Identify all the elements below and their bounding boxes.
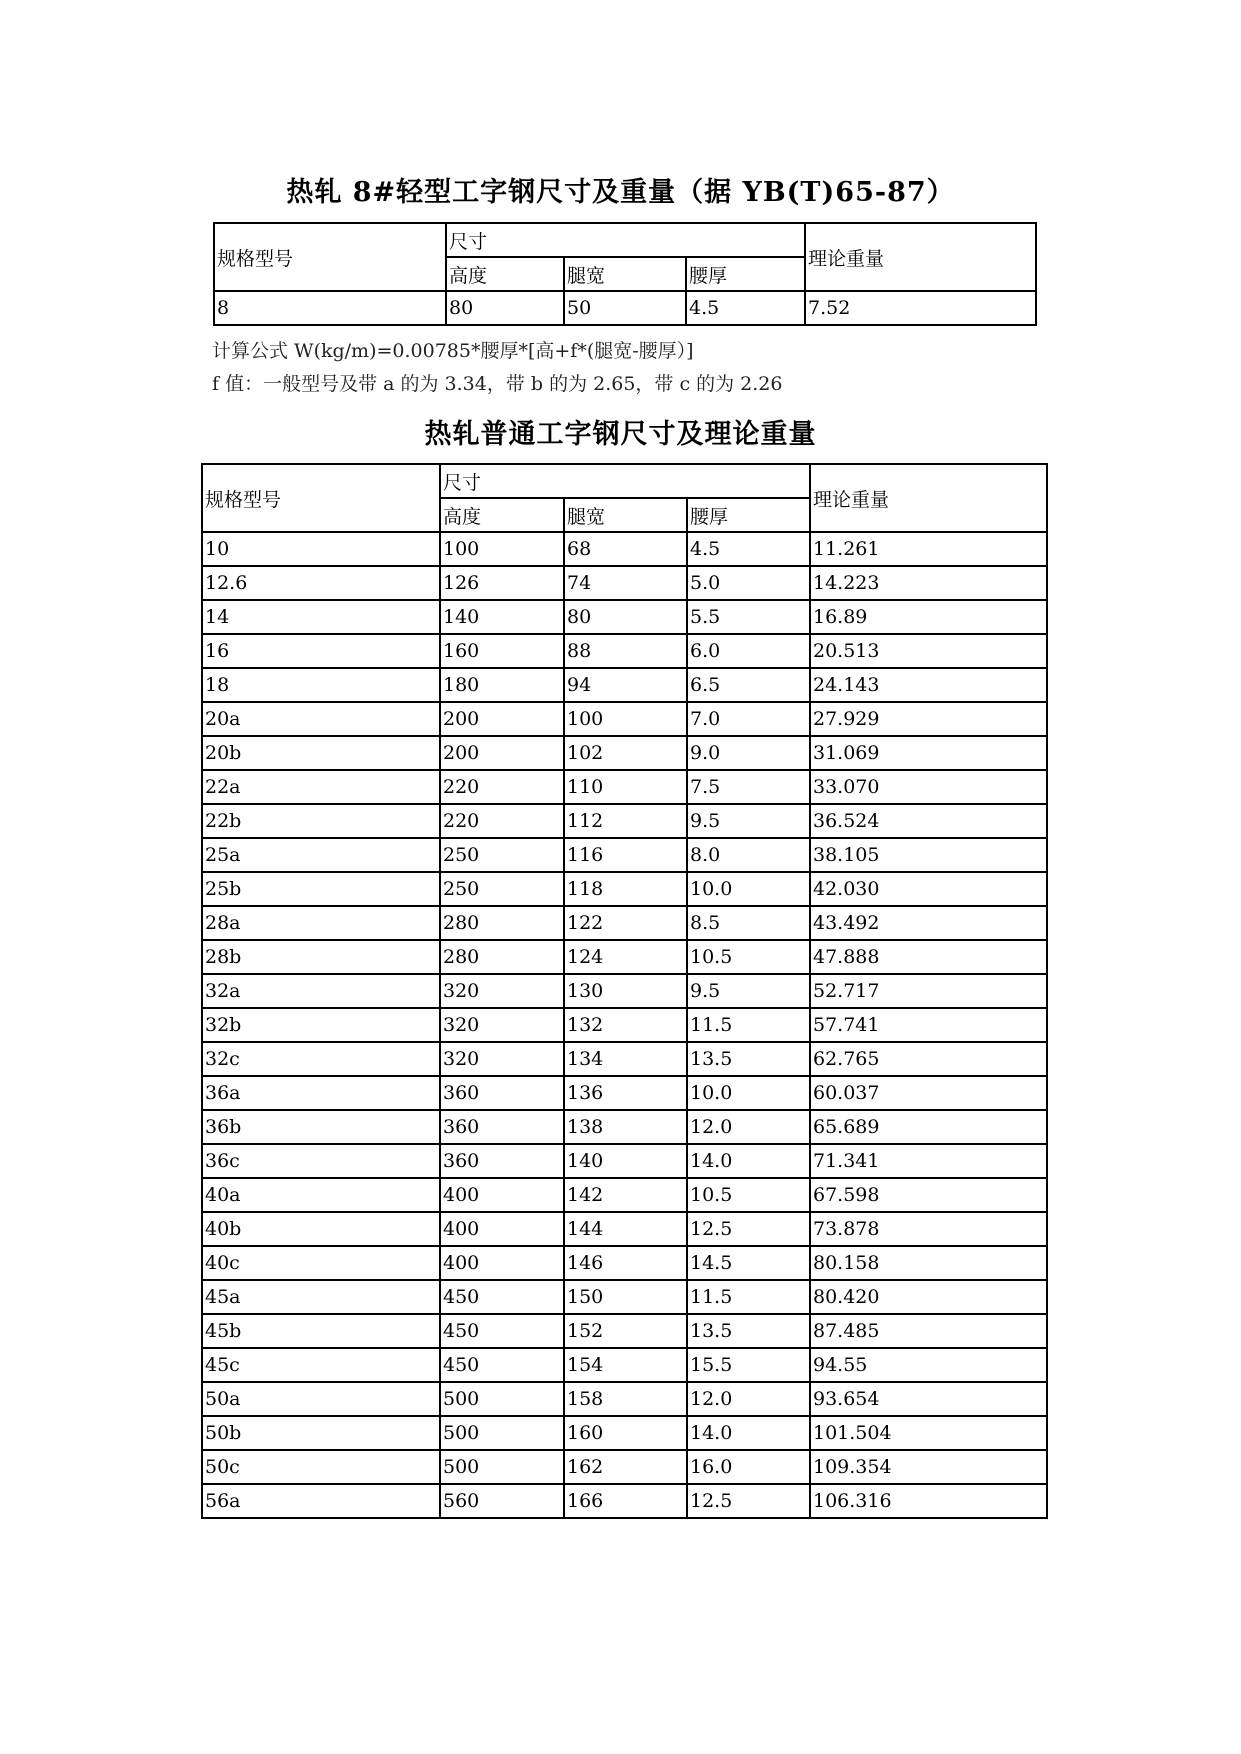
leg-width-cell: 132 bbox=[564, 1008, 687, 1042]
height-cell: 126 bbox=[440, 566, 564, 600]
leg-width-cell: 136 bbox=[564, 1076, 687, 1110]
weight-cell: 14.223 bbox=[810, 566, 1047, 600]
table-row bbox=[202, 702, 1047, 736]
spec-cell: 25b bbox=[202, 872, 440, 906]
table-row bbox=[202, 838, 1047, 872]
header-web-thickness: 腰厚 bbox=[686, 257, 805, 291]
spec-cell: 28b bbox=[202, 940, 440, 974]
height-cell: 250 bbox=[440, 838, 564, 872]
header-spec: 规格型号 bbox=[202, 464, 440, 532]
table-row bbox=[202, 668, 1047, 702]
table-row bbox=[202, 1416, 1047, 1450]
spec-cell: 22b bbox=[202, 804, 440, 838]
height-cell: 100 bbox=[440, 532, 564, 566]
web-thickness-cell: 15.5 bbox=[687, 1348, 810, 1382]
table-row bbox=[202, 1348, 1047, 1382]
table-row bbox=[202, 1110, 1047, 1144]
spec-cell: 40c bbox=[202, 1246, 440, 1280]
web-thickness-cell: 14.0 bbox=[687, 1144, 810, 1178]
leg-width-cell: 116 bbox=[564, 838, 687, 872]
leg-width-cell: 134 bbox=[564, 1042, 687, 1076]
weight-cell: 27.929 bbox=[810, 702, 1047, 736]
weight-cell: 7.52 bbox=[805, 291, 1036, 325]
spec-cell: 12.6 bbox=[202, 566, 440, 600]
spec-cell: 28a bbox=[202, 906, 440, 940]
header-height: 高度 bbox=[440, 498, 564, 532]
height-cell: 360 bbox=[440, 1144, 564, 1178]
height-cell: 400 bbox=[440, 1212, 564, 1246]
web-thickness-cell: 12.5 bbox=[687, 1212, 810, 1246]
weight-cell: 57.741 bbox=[810, 1008, 1047, 1042]
height-cell: 80 bbox=[446, 291, 564, 325]
web-thickness-cell: 5.5 bbox=[687, 600, 810, 634]
spec-cell: 40a bbox=[202, 1178, 440, 1212]
height-cell: 320 bbox=[440, 974, 564, 1008]
leg-width-cell: 152 bbox=[564, 1314, 687, 1348]
height-cell: 280 bbox=[440, 906, 564, 940]
table-row bbox=[214, 291, 1036, 325]
leg-width-cell: 80 bbox=[564, 600, 687, 634]
weight-cell: 31.069 bbox=[810, 736, 1047, 770]
weight-cell: 62.765 bbox=[810, 1042, 1047, 1076]
table-row bbox=[202, 1450, 1047, 1484]
spec-cell: 32c bbox=[202, 1042, 440, 1076]
leg-width-cell: 88 bbox=[564, 634, 687, 668]
light-ibeam-table bbox=[213, 222, 1037, 326]
web-thickness-cell: 4.5 bbox=[687, 532, 810, 566]
weight-cell: 67.598 bbox=[810, 1178, 1047, 1212]
spec-cell: 20a bbox=[202, 702, 440, 736]
spec-cell: 40b bbox=[202, 1212, 440, 1246]
web-thickness-cell: 16.0 bbox=[687, 1450, 810, 1484]
weight-cell: 36.524 bbox=[810, 804, 1047, 838]
web-thickness-cell: 11.5 bbox=[687, 1008, 810, 1042]
weight-cell: 33.070 bbox=[810, 770, 1047, 804]
web-thickness-cell: 6.5 bbox=[687, 668, 810, 702]
weight-cell: 73.878 bbox=[810, 1212, 1047, 1246]
spec-cell: 8 bbox=[214, 291, 446, 325]
spec-cell: 32a bbox=[202, 974, 440, 1008]
height-cell: 200 bbox=[440, 702, 564, 736]
spec-cell: 10 bbox=[202, 532, 440, 566]
weight-cell: 94.55 bbox=[810, 1348, 1047, 1382]
web-thickness-cell: 7.0 bbox=[687, 702, 810, 736]
spec-cell: 45c bbox=[202, 1348, 440, 1382]
spec-cell: 36b bbox=[202, 1110, 440, 1144]
height-cell: 280 bbox=[440, 940, 564, 974]
height-cell: 220 bbox=[440, 770, 564, 804]
leg-width-cell: 122 bbox=[564, 906, 687, 940]
spec-cell: 36c bbox=[202, 1144, 440, 1178]
table-row bbox=[202, 600, 1047, 634]
spec-cell: 32b bbox=[202, 1008, 440, 1042]
web-thickness-cell: 12.5 bbox=[687, 1484, 810, 1518]
table-row bbox=[202, 940, 1047, 974]
header-leg-width: 腿宽 bbox=[564, 498, 687, 532]
spec-cell: 56a bbox=[202, 1484, 440, 1518]
header-leg-width: 腿宽 bbox=[564, 257, 686, 291]
spec-cell: 22a bbox=[202, 770, 440, 804]
leg-width-cell: 94 bbox=[564, 668, 687, 702]
spec-cell: 16 bbox=[202, 634, 440, 668]
table-row bbox=[202, 906, 1047, 940]
header-weight: 理论重量 bbox=[810, 464, 1047, 532]
spec-cell: 45a bbox=[202, 1280, 440, 1314]
weight-cell: 80.420 bbox=[810, 1280, 1047, 1314]
height-cell: 320 bbox=[440, 1008, 564, 1042]
table-row bbox=[202, 872, 1047, 906]
header-spec: 规格型号 bbox=[214, 223, 446, 291]
spec-cell: 50b bbox=[202, 1416, 440, 1450]
web-thickness-cell: 13.5 bbox=[687, 1042, 810, 1076]
weight-cell: 38.105 bbox=[810, 838, 1047, 872]
weight-cell: 47.888 bbox=[810, 940, 1047, 974]
spec-cell: 14 bbox=[202, 600, 440, 634]
header-height: 高度 bbox=[446, 257, 564, 291]
leg-width-cell: 124 bbox=[564, 940, 687, 974]
leg-width-cell: 146 bbox=[564, 1246, 687, 1280]
height-cell: 500 bbox=[440, 1450, 564, 1484]
height-cell: 450 bbox=[440, 1280, 564, 1314]
height-cell: 200 bbox=[440, 736, 564, 770]
standard-ibeam-table bbox=[201, 463, 1048, 1519]
web-thickness-cell: 7.5 bbox=[687, 770, 810, 804]
table-row bbox=[202, 1484, 1047, 1518]
f-value-note: f 值：一般型号及带 a 的为 3.34，带 b 的为 2.65，带 c 的为 2.26 bbox=[212, 373, 783, 395]
height-cell: 250 bbox=[440, 872, 564, 906]
web-thickness-cell: 10.5 bbox=[687, 1178, 810, 1212]
table-row bbox=[202, 1178, 1047, 1212]
leg-width-cell: 102 bbox=[564, 736, 687, 770]
height-cell: 500 bbox=[440, 1382, 564, 1416]
table-row bbox=[202, 1314, 1047, 1348]
leg-width-cell: 142 bbox=[564, 1178, 687, 1212]
weight-cell: 93.654 bbox=[810, 1382, 1047, 1416]
web-thickness-cell: 6.0 bbox=[687, 634, 810, 668]
leg-width-cell: 150 bbox=[564, 1280, 687, 1314]
web-thickness-cell: 10.5 bbox=[687, 940, 810, 974]
leg-width-cell: 140 bbox=[564, 1144, 687, 1178]
web-thickness-cell: 10.0 bbox=[687, 1076, 810, 1110]
table-row bbox=[202, 1008, 1047, 1042]
web-thickness-cell: 4.5 bbox=[686, 291, 805, 325]
web-thickness-cell: 8.0 bbox=[687, 838, 810, 872]
table-row bbox=[202, 736, 1047, 770]
table-row bbox=[202, 1076, 1047, 1110]
web-thickness-cell: 14.5 bbox=[687, 1246, 810, 1280]
leg-width-cell: 110 bbox=[564, 770, 687, 804]
web-thickness-cell: 12.0 bbox=[687, 1382, 810, 1416]
leg-width-cell: 154 bbox=[564, 1348, 687, 1382]
table-row bbox=[202, 566, 1047, 600]
weight-cell: 87.485 bbox=[810, 1314, 1047, 1348]
spec-cell: 50c bbox=[202, 1450, 440, 1484]
height-cell: 360 bbox=[440, 1076, 564, 1110]
spec-cell: 50a bbox=[202, 1382, 440, 1416]
table-row bbox=[202, 1382, 1047, 1416]
height-cell: 160 bbox=[440, 634, 564, 668]
height-cell: 500 bbox=[440, 1416, 564, 1450]
table-row bbox=[202, 1042, 1047, 1076]
header-weight: 理论重量 bbox=[805, 223, 1036, 291]
height-cell: 220 bbox=[440, 804, 564, 838]
leg-width-cell: 160 bbox=[564, 1416, 687, 1450]
table-row bbox=[202, 770, 1047, 804]
height-cell: 180 bbox=[440, 668, 564, 702]
weight-cell: 65.689 bbox=[810, 1110, 1047, 1144]
web-thickness-cell: 9.0 bbox=[687, 736, 810, 770]
web-thickness-cell: 14.0 bbox=[687, 1416, 810, 1450]
spec-cell: 25a bbox=[202, 838, 440, 872]
leg-width-cell: 162 bbox=[564, 1450, 687, 1484]
height-cell: 450 bbox=[440, 1348, 564, 1382]
weight-cell: 101.504 bbox=[810, 1416, 1047, 1450]
height-cell: 560 bbox=[440, 1484, 564, 1518]
leg-width-cell: 166 bbox=[564, 1484, 687, 1518]
web-thickness-cell: 9.5 bbox=[687, 804, 810, 838]
leg-width-cell: 68 bbox=[564, 532, 687, 566]
web-thickness-cell: 8.5 bbox=[687, 906, 810, 940]
weight-cell: 24.143 bbox=[810, 668, 1047, 702]
weight-cell: 42.030 bbox=[810, 872, 1047, 906]
weight-cell: 52.717 bbox=[810, 974, 1047, 1008]
table-row bbox=[202, 1212, 1047, 1246]
table-row bbox=[202, 1144, 1047, 1178]
weight-cell: 71.341 bbox=[810, 1144, 1047, 1178]
leg-width-cell: 50 bbox=[564, 291, 686, 325]
page-title-standard-ibeam: 热轧普通工字钢尺寸及理论重量 bbox=[424, 419, 817, 450]
web-thickness-cell: 12.0 bbox=[687, 1110, 810, 1144]
weight-cell: 60.037 bbox=[810, 1076, 1047, 1110]
leg-width-cell: 130 bbox=[564, 974, 687, 1008]
height-cell: 400 bbox=[440, 1178, 564, 1212]
weight-cell: 43.492 bbox=[810, 906, 1047, 940]
height-cell: 360 bbox=[440, 1110, 564, 1144]
leg-width-cell: 100 bbox=[564, 702, 687, 736]
spec-cell: 36a bbox=[202, 1076, 440, 1110]
table-row bbox=[202, 634, 1047, 668]
height-cell: 450 bbox=[440, 1314, 564, 1348]
spec-cell: 45b bbox=[202, 1314, 440, 1348]
header-web-thickness: 腰厚 bbox=[687, 498, 810, 532]
table-row bbox=[202, 1280, 1047, 1314]
leg-width-cell: 112 bbox=[564, 804, 687, 838]
weight-cell: 109.354 bbox=[810, 1450, 1047, 1484]
web-thickness-cell: 13.5 bbox=[687, 1314, 810, 1348]
spec-cell: 20b bbox=[202, 736, 440, 770]
height-cell: 140 bbox=[440, 600, 564, 634]
table-row bbox=[202, 532, 1047, 566]
weight-cell: 80.158 bbox=[810, 1246, 1047, 1280]
height-cell: 320 bbox=[440, 1042, 564, 1076]
leg-width-cell: 144 bbox=[564, 1212, 687, 1246]
height-cell: 400 bbox=[440, 1246, 564, 1280]
weight-cell: 11.261 bbox=[810, 532, 1047, 566]
header-size: 尺寸 bbox=[440, 464, 810, 498]
header-size: 尺寸 bbox=[446, 223, 805, 257]
web-thickness-cell: 5.0 bbox=[687, 566, 810, 600]
weight-formula: 计算公式 W(kg/m)=0.00785*腰厚*[高+f*(腿宽-腰厚）] bbox=[212, 340, 694, 362]
leg-width-cell: 118 bbox=[564, 872, 687, 906]
leg-width-cell: 138 bbox=[564, 1110, 687, 1144]
leg-width-cell: 74 bbox=[564, 566, 687, 600]
table-row bbox=[202, 974, 1047, 1008]
leg-width-cell: 158 bbox=[564, 1382, 687, 1416]
web-thickness-cell: 9.5 bbox=[687, 974, 810, 1008]
spec-cell: 18 bbox=[202, 668, 440, 702]
web-thickness-cell: 10.0 bbox=[687, 872, 810, 906]
web-thickness-cell: 11.5 bbox=[687, 1280, 810, 1314]
page-title-light-ibeam: 热轧 8#轻型工字钢尺寸及重量（据 YB(T)65-87） bbox=[286, 177, 955, 208]
table-row bbox=[202, 1246, 1047, 1280]
weight-cell: 106.316 bbox=[810, 1484, 1047, 1518]
weight-cell: 20.513 bbox=[810, 634, 1047, 668]
weight-cell: 16.89 bbox=[810, 600, 1047, 634]
table-row bbox=[202, 804, 1047, 838]
